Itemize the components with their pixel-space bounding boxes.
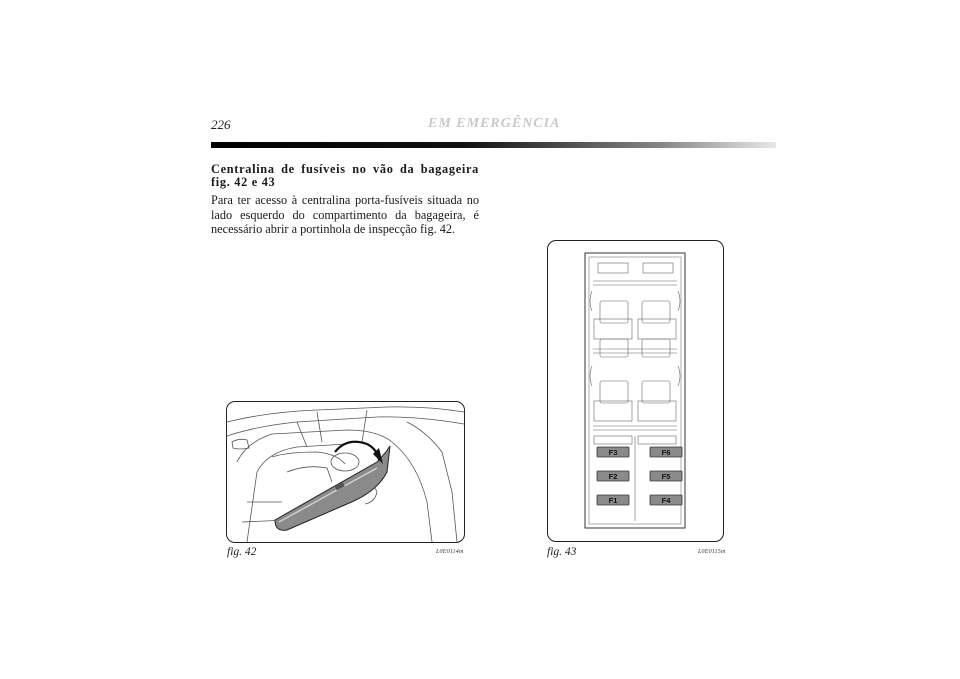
fuse-label: F6: [661, 448, 671, 457]
figure-42-caption: fig. 42: [227, 546, 257, 558]
article-body: Para ter acesso à centralina porta-fusíveis situada no lado esquerdo do compartimento da bagageira, é necessário abrir a portinhola de inspecção fig. 42.: [211, 193, 479, 236]
fuse-label: F4: [661, 496, 671, 505]
page-header: [211, 114, 776, 154]
page-number: 226: [211, 117, 231, 132]
fuse-label: F1: [608, 496, 618, 505]
fuse-label: F5: [661, 472, 671, 481]
fuse-label: F3: [608, 448, 618, 457]
trunk-drawing: [227, 402, 464, 542]
fuse-label: F2: [608, 472, 618, 481]
article-heading: Centralina de fusíveis no vão da bagageira fig. 42 e 43: [211, 162, 479, 189]
figure-43-code: L0E0115m: [698, 549, 726, 555]
fuse-box-drawing: [548, 241, 723, 541]
figure-42-code: L0E0114m: [436, 549, 464, 555]
section-title: EM EMERGÊNCIA: [428, 116, 561, 131]
figure-42-trunk-illustration: [226, 401, 465, 543]
figure-43-fuse-box: [547, 240, 724, 542]
header-rule: [211, 142, 776, 148]
figure-43-caption: fig. 43: [547, 546, 577, 558]
